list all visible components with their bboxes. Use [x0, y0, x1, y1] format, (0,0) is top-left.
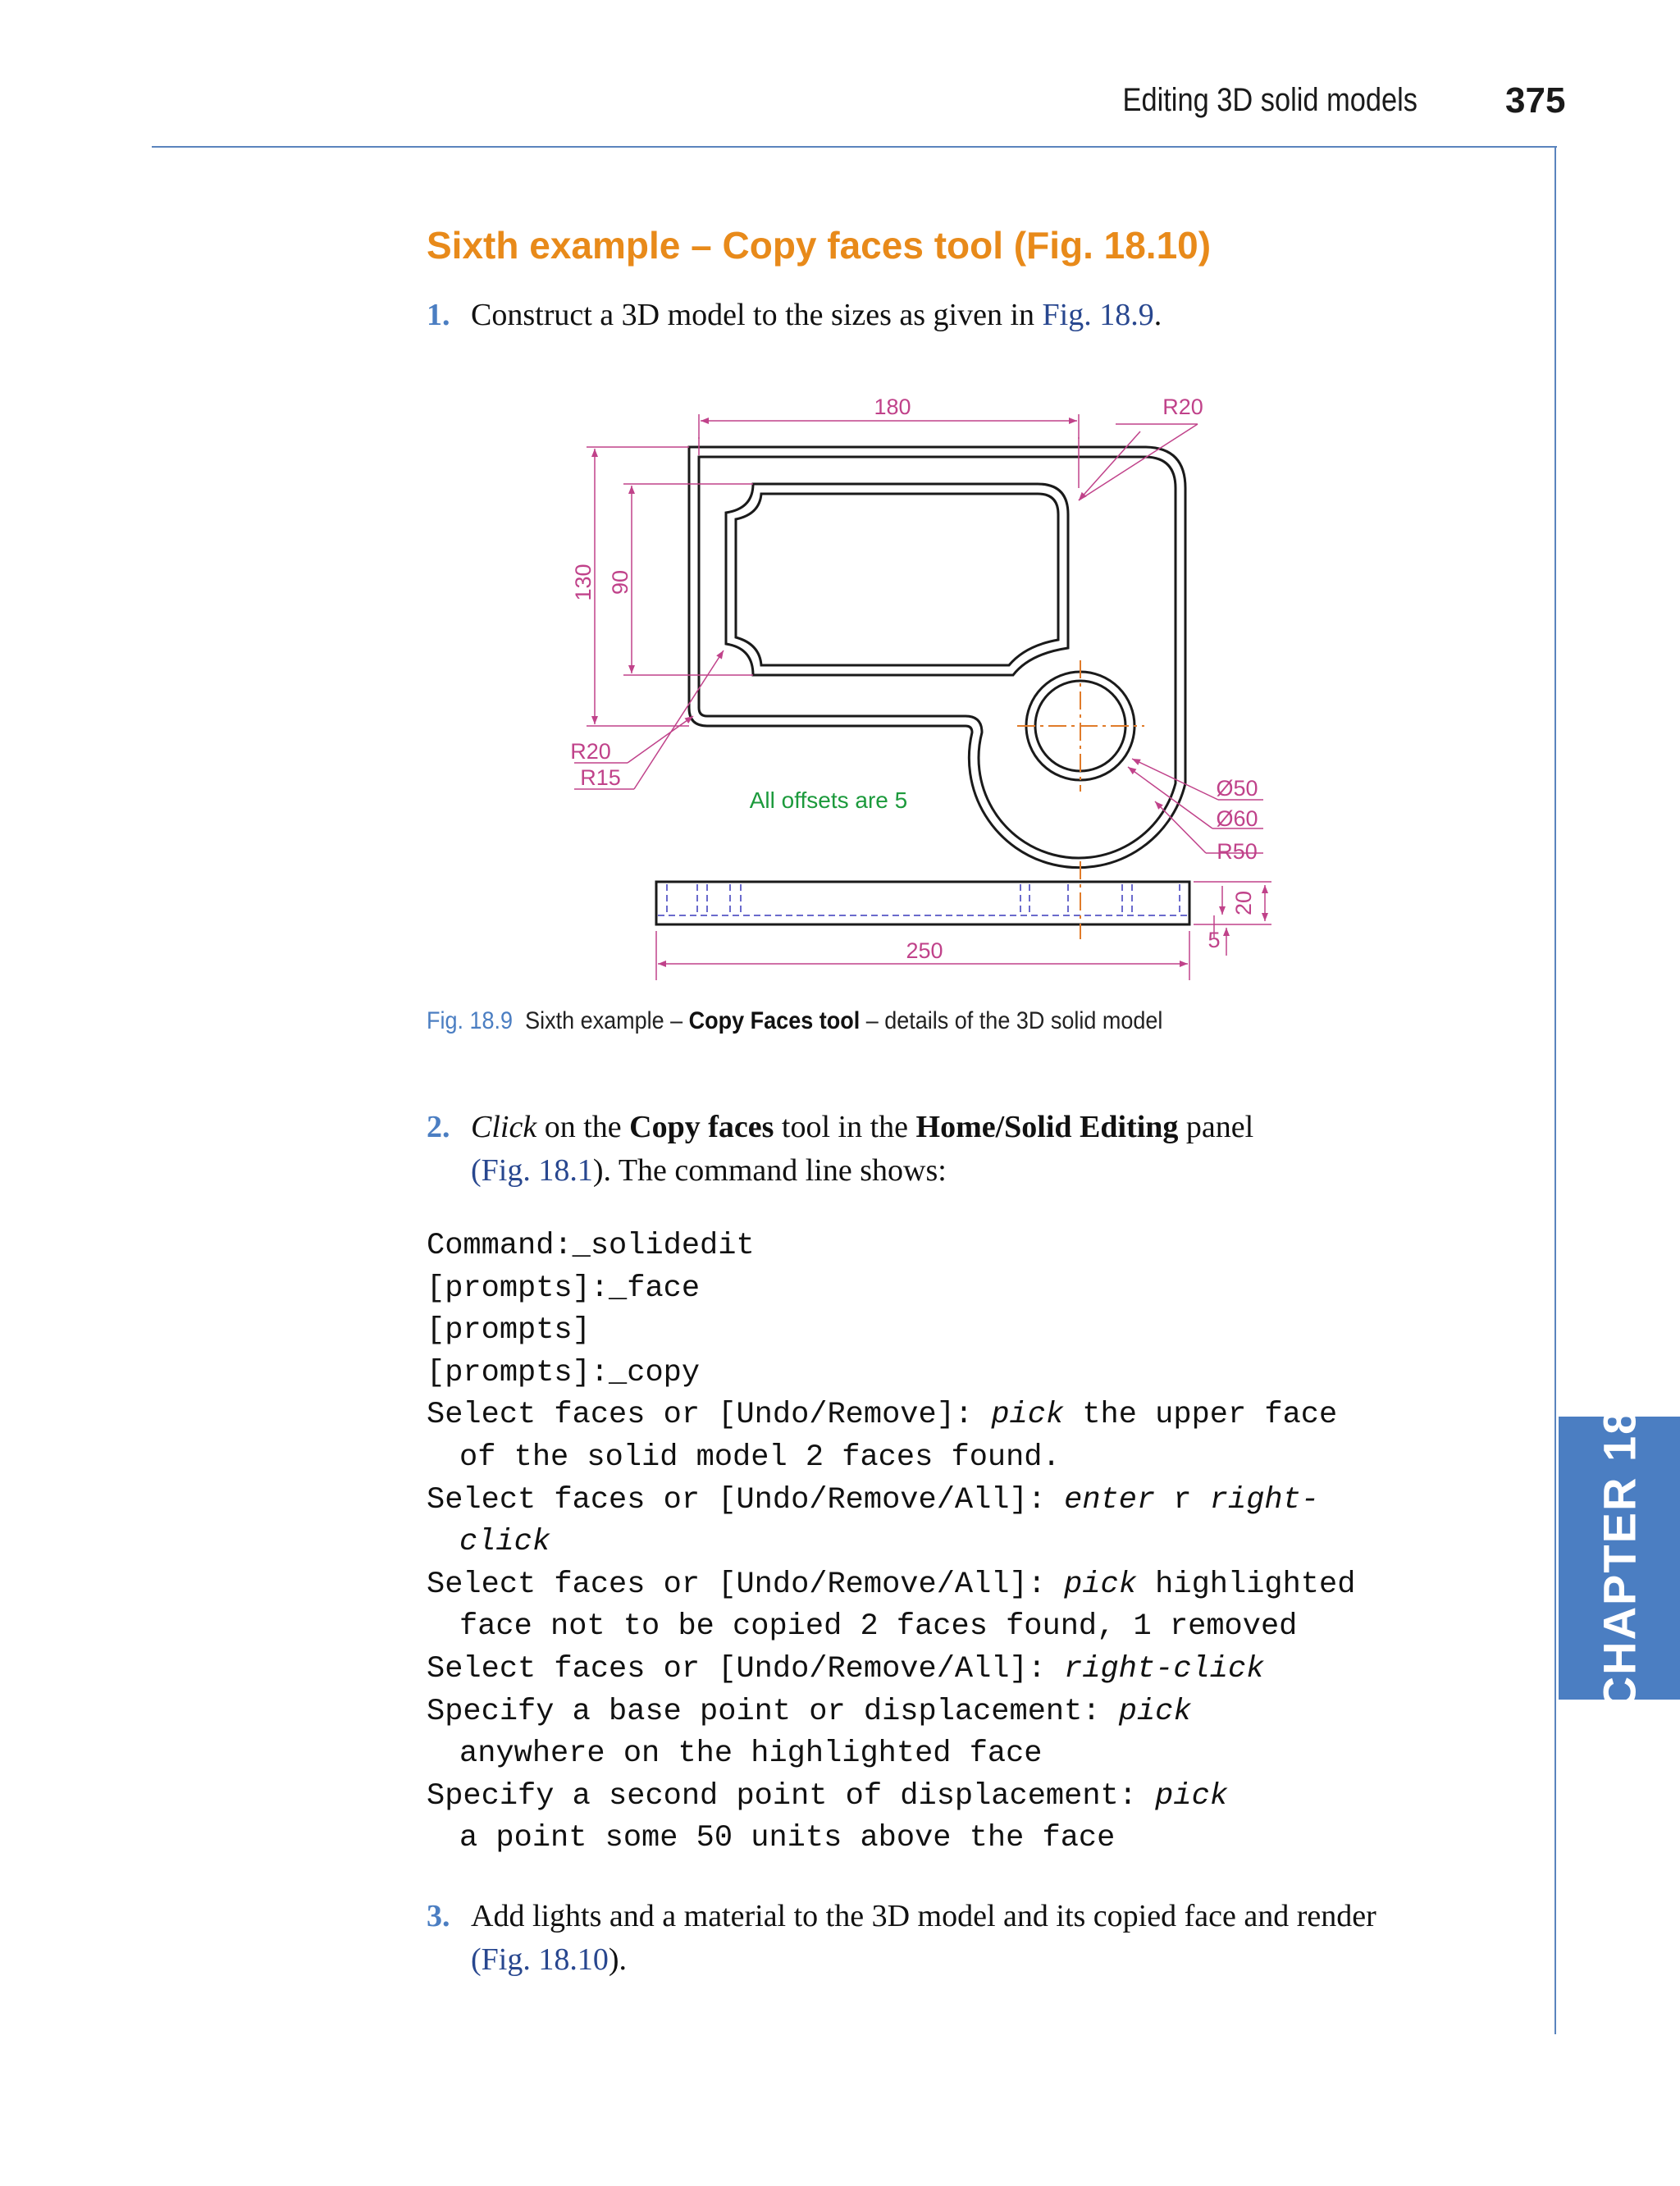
- dim-dia50: Ø50: [1216, 776, 1258, 801]
- step-text: panel: [1178, 1110, 1254, 1144]
- caption-label: Fig. 18.9: [427, 1007, 514, 1034]
- technical-drawing: [427, 390, 1280, 997]
- fig-link[interactable]: Fig. 18.1: [481, 1153, 593, 1188]
- step-text-end: .: [1153, 298, 1162, 332]
- step-3: [427, 1895, 1422, 1982]
- dim-r15-left: R15: [580, 765, 621, 790]
- step-italic: Click: [471, 1110, 537, 1144]
- fig-link[interactable]: Fig. 18.9: [1042, 298, 1154, 332]
- step-text-end: ).: [608, 1942, 628, 1977]
- code-line: Specify a base point or displacement: pick: [427, 1694, 1192, 1729]
- step-number: 2.: [427, 1110, 450, 1144]
- dim-dia60: Ø60: [1216, 806, 1258, 831]
- code-line: Select faces or [Undo/Remove]: pick the upper face: [427, 1398, 1338, 1433]
- panel-name: Home/Solid Editing: [915, 1110, 1179, 1144]
- offsets-note: All offsets are 5: [749, 787, 908, 813]
- caption-bold: Copy Faces tool: [688, 1007, 861, 1034]
- caption-text-end: – details of the 3D solid model: [860, 1007, 1163, 1034]
- step-number: 3.: [427, 1899, 450, 1933]
- code-line: [prompts]:_face: [427, 1271, 701, 1306]
- dim-r20-top: R20: [1162, 395, 1203, 419]
- dim-5: 5: [1208, 928, 1221, 952]
- dim-250: 250: [906, 938, 943, 963]
- chapter-tab: [1559, 1407, 1680, 1709]
- code-line: of the solid model 2 faces found.: [459, 1440, 1061, 1475]
- section-title: Sixth example – Copy faces tool (Fig. 18.10): [427, 224, 1212, 267]
- dim-180: 180: [874, 395, 911, 419]
- side-elevation: [656, 882, 1189, 924]
- margin-rule: [1554, 146, 1556, 2034]
- step-2: [427, 1106, 1537, 1193]
- code-line: Select faces or [Undo/Remove/All]: pick highlighted: [427, 1567, 1356, 1602]
- tool-name: Copy faces: [629, 1110, 774, 1144]
- step-text: Add lights and a material to the 3D model and its copied face and render: [471, 1899, 1376, 1933]
- code-line: face not to be copied 2 faces found, 1 removed: [459, 1609, 1298, 1645]
- chapter-tab-label: CHAPTER 18: [1593, 1407, 1646, 1709]
- fig-link-paren: (: [471, 1942, 482, 1977]
- figure-caption: [427, 1007, 1162, 1035]
- page-number: 375: [1505, 80, 1566, 121]
- step-text: Construct a 3D model to the sizes as given in: [471, 298, 1043, 332]
- running-title: Editing 3D solid models: [1122, 82, 1418, 118]
- step-number: 1.: [427, 298, 450, 332]
- pocket-offset: [736, 494, 1058, 665]
- fig-link[interactable]: Fig. 18.10: [481, 1942, 609, 1977]
- code-line: [prompts]:_copy: [427, 1355, 701, 1390]
- command-listing: [427, 1225, 1355, 1860]
- dim-130: 130: [571, 564, 596, 601]
- step-text: tool in the: [774, 1110, 916, 1144]
- code-line: Select faces or [Undo/Remove/All]: enter r right-: [427, 1482, 1320, 1517]
- code-line: Select faces or [Undo/Remove/All]: right-click: [427, 1651, 1265, 1686]
- code-line: Command:_solidedit: [427, 1229, 755, 1263]
- step-1: [427, 294, 1537, 337]
- code-line: anywhere on the highlighted face: [459, 1736, 1043, 1772]
- caption-text: Sixth example –: [525, 1007, 689, 1034]
- fig-link-paren: (: [471, 1153, 482, 1188]
- dim-20: 20: [1231, 890, 1256, 916]
- dim-r20-left: R20: [570, 739, 611, 764]
- code-line: click: [459, 1525, 551, 1560]
- step-text: on the: [536, 1110, 630, 1144]
- dim-r50: R50: [1217, 839, 1258, 864]
- code-line: [prompts]: [427, 1313, 591, 1349]
- code-line: a point some 50 units above the face: [459, 1821, 1116, 1856]
- dim-90: 90: [608, 569, 632, 596]
- header-rule: [152, 146, 1557, 148]
- pocket-outline: [726, 484, 1068, 675]
- code-line: Specify a second point of displacement: pick: [427, 1778, 1228, 1814]
- step-text: ). The command line shows:: [592, 1153, 947, 1188]
